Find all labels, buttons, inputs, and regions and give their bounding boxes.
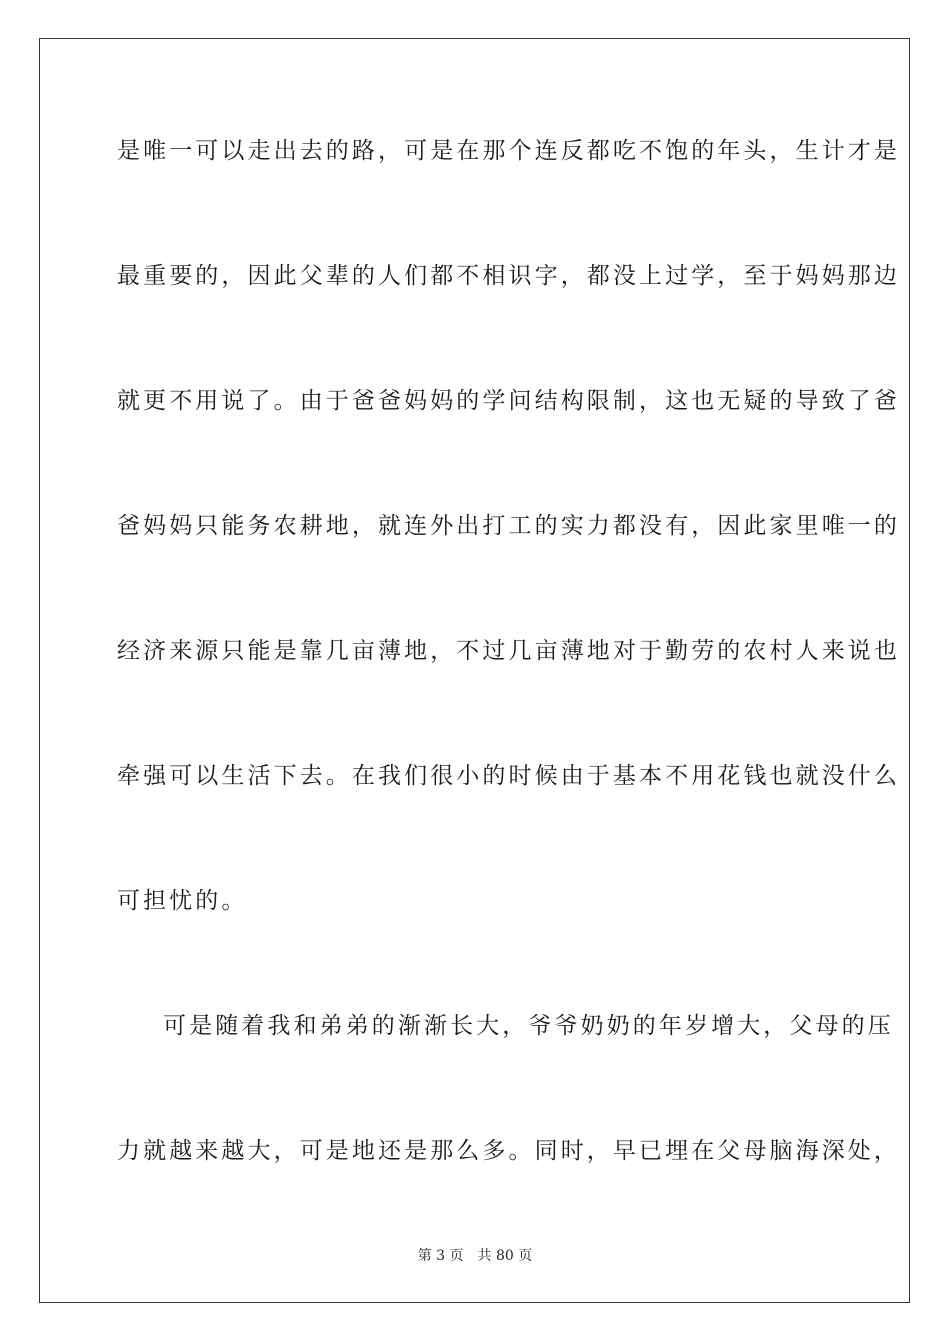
paragraph-line: 是唯一可以走出去的路，可是在那个连反都吃不饱的年头，生计才是 <box>117 138 900 164</box>
page-number: 第 3 页 <box>417 1248 464 1264</box>
paragraph-line: 可担忧的。 <box>117 888 248 914</box>
paragraph-line: 经济来源只能是靠几亩薄地，不过几亩薄地对于勤劳的农村人来说也 <box>117 638 900 664</box>
page-total: 共 80 页 <box>477 1248 533 1264</box>
paragraph-line: 力就越来越大，可是地还是那么多。同时，早已埋在父母脑海深处， <box>117 1138 900 1164</box>
paragraph-line: 爸妈妈只能务农耕地，就连外出打工的实力都没有，因此家里唯一的 <box>117 513 900 539</box>
paragraph-line: 就更不用说了。由于爸爸妈妈的学问结构限制，这也无疑的导致了爸 <box>117 388 900 414</box>
page-footer <box>0 1247 950 1265</box>
paragraph-line: 最重要的，因此父辈的人们都不相识字，都没上过学，至于妈妈那边 <box>117 263 900 289</box>
paragraph-line: 可是随着我和弟弟的渐渐长大，爷爷奶奶的年岁增大，父母的压 <box>163 1013 894 1039</box>
page-border <box>39 38 910 1303</box>
paragraph-line: 牵强可以生活下去。在我们很小的时候由于基本不用花钱也就没什么 <box>117 763 900 789</box>
